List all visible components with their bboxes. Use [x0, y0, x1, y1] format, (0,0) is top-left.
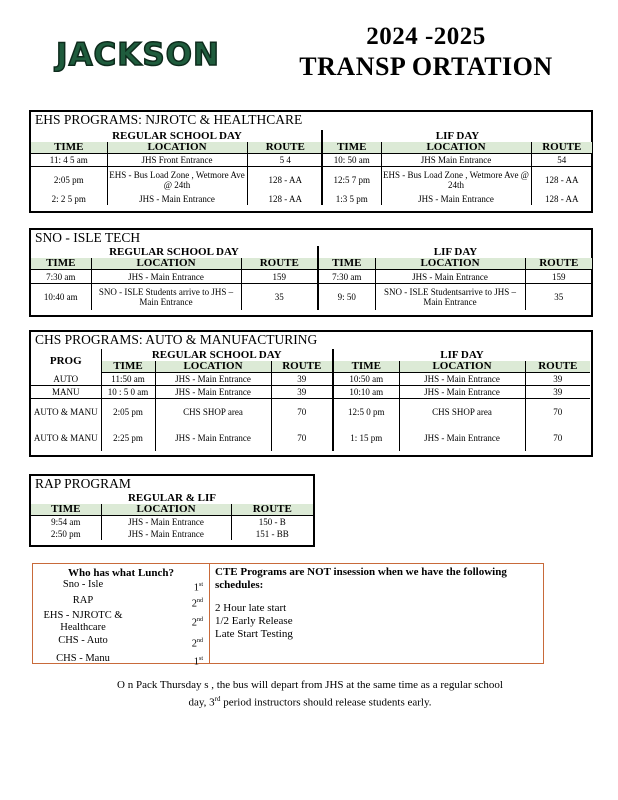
chs-table: PROG REGULAR SCHOOL DAY LIF DAY TIME LOCATION ROUTE TIME LOCATION ROUTE AUTO 11:50 am JHS - Main Entrance 39 10:50 am JHS - Main Entrance 39 MANU 10 : 5 0 am JHS - Main Entrance 39 10:10 am JHS - Main Entrance 39 AUTO & MANU 2:05 pm CHS SHOP area 70 12:5 0 pm CHS SHOP area 70 AUTO & MANU 2:25 pm JHS - Main Entrance 70 1: 15 pm JHS - Main Entrance 70 — [31, 349, 590, 451]
title-year: 2024 -2025 — [366, 23, 486, 50]
sno-isle-box — [29, 228, 593, 317]
col-route: ROUTE — [247, 142, 323, 154]
sno-title: SNO - ISLE TECH — [35, 230, 141, 245]
list-item: Late Start Testing — [215, 628, 293, 640]
jackson-logo — [46, 34, 231, 72]
table-row: 12:5 7 pm EHS - Bus Load Zone , Wetmore Ave @ 24th 128 - AA — [323, 167, 592, 193]
list-item: Sno - Isle 1st — [62, 579, 203, 594]
sno-regular-label: REGULAR SCHOOL DAY — [109, 246, 239, 258]
table-row: 9: 50 SNO - ISLE Studentsarrive to JHS – Main Entrance 35 — [319, 284, 592, 310]
title-transportation: TRANSP ORTATION — [299, 52, 553, 81]
ehs-lif-label: LIF DAY — [435, 130, 480, 142]
prog-label: PROG — [49, 354, 82, 367]
table-row: 2:50 pm JHS - Main Entrance 151 - BB — [31, 528, 313, 540]
list-item: CHS - Auto 2nd — [58, 635, 203, 650]
table-row: 9:54 am JHS - Main Entrance 150 - B — [31, 516, 313, 528]
table-row: MANU 10 : 5 0 am JHS - Main Entrance 39 10:10 am JHS - Main Entrance 39 — [31, 386, 590, 399]
pack-thursday-note — [60, 678, 560, 710]
table-row: 10: 50 am JHS Main Entrance 54 — [323, 154, 592, 167]
ehs-regular-table — [31, 142, 323, 205]
chs-title: CHS PROGRAMS: AUTO & MANUFACTURING — [35, 332, 318, 347]
list-item: 1/2 Early Release — [215, 615, 293, 627]
table-row: 7:30 am JHS - Main Entrance 159 — [31, 270, 317, 284]
sno-regular-table: TIME LOCATION ROUTE 7:30 am JHS - Main Entrance 159 10:40 am SNO - ISLE Students arrive to JHS – Main Entrance 35 — [31, 258, 317, 310]
list-item: RAP 2nd — [72, 594, 203, 609]
list-item: EHS - NJROTC & Healthcare 2nd — [43, 610, 203, 633]
table-row: 7:30 am JHS - Main Entrance 159 — [319, 270, 592, 284]
cte-heading: CTE Programs are NOT insession when we have the following schedules: — [215, 566, 507, 591]
chs-lif-label: LIF DAY — [333, 349, 590, 361]
footer-line-2: day, 3rd period instructors should release students early. — [188, 695, 432, 709]
table-row: 2:05 pm EHS - Bus Load Zone , Wetmore Ave @ 24th 128 - AA — [31, 167, 323, 193]
footer-line-1: O n Pack Thursday s , the bus will depart from JHS at the same time as a regular school — [117, 679, 503, 691]
list-item: 2 Hour late start — [215, 602, 287, 614]
lunch-heading: Who has what Lunch? — [67, 567, 175, 579]
rap-table: TIME LOCATION ROUTE 9:54 am JHS - Main Entrance 150 - B 2:50 pm JHS - Main Entrance 151 - BB — [31, 504, 313, 540]
chs-regular-label: REGULAR SCHOOL DAY — [101, 349, 333, 361]
table-row: 10:40 am SNO - ISLE Students arrive to JHS – Main Entrance 35 — [31, 284, 317, 310]
logo-text: JACKSON — [56, 37, 220, 72]
table-row: 1:3 5 pm JHS - Main Entrance 128 - AA — [323, 193, 592, 205]
ehs-regular-label: REGULAR SCHOOL DAY — [112, 130, 242, 142]
table-row: AUTO & MANU 2:25 pm JHS - Main Entrance 70 1: 15 pm JHS - Main Entrance 70 — [31, 425, 590, 451]
lunch-panel — [33, 564, 210, 667]
ehs-title: EHS PROGRAMS: NJROTC & HEALTHCARE — [35, 112, 303, 127]
chs-programs-box — [29, 330, 593, 457]
ehs-lif-table: TIME LOCATION ROUTE 10: 50 am JHS Main Entrance 54 12:5 7 pm EHS - Bus Load Zone , Wetmore Ave @ 24th 128 - AA 1:3 5 pm JHS - Main Entrance 128 - AA — [323, 142, 592, 205]
sno-lif-table: TIME LOCATION ROUTE 7:30 am JHS - Main Entrance 159 9: 50 SNO - ISLE Studentsarrive to JHS – Main Entrance 35 — [319, 258, 592, 310]
ehs-programs-box — [29, 110, 593, 213]
table-row: 2: 2 5 pm JHS - Main Entrance 128 - AA — [31, 193, 323, 205]
cte-panel — [213, 564, 543, 663]
sno-lif-label: LIF DAY — [433, 246, 478, 258]
list-item: CHS - Manu 1st — [56, 652, 203, 667]
table-row: 11: 4 5 am JHS Front Entrance 5 4 — [31, 154, 323, 167]
rap-title: RAP PROGRAM — [35, 476, 131, 491]
rap-program-box — [29, 474, 315, 547]
table-row: AUTO & MANU 2:05 pm CHS SHOP area 70 12:5 0 pm CHS SHOP area 70 — [31, 399, 590, 425]
lunch-and-cte-notes — [32, 563, 544, 667]
col-time: TIME — [31, 142, 107, 154]
col-location: LOCATION — [107, 142, 247, 154]
table-row: AUTO 11:50 am JHS - Main Entrance 39 10:50 am JHS - Main Entrance 39 — [31, 373, 590, 386]
rap-sub-label: REGULAR & LIF — [127, 492, 216, 504]
